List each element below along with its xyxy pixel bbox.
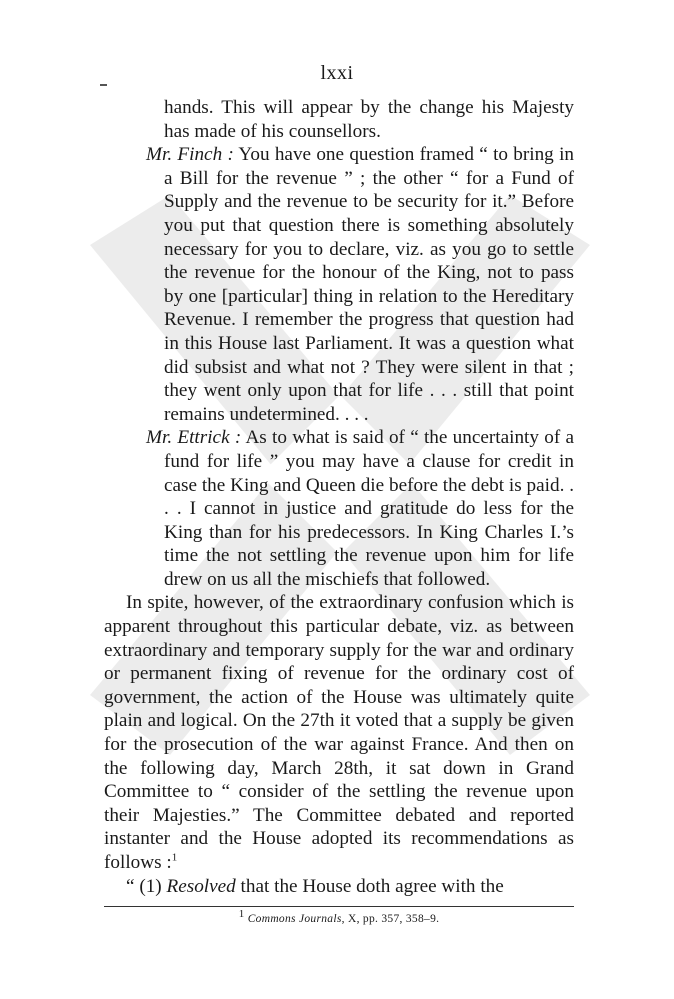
narrative-paragraph [104, 591, 574, 874]
footnote-source: Commons Journals [247, 913, 342, 925]
footnote [104, 908, 574, 925]
footnote-divider [104, 906, 574, 907]
resolution-text: that the House doth agree with the [240, 875, 504, 897]
speaker-name: Mr. Ettrick : [146, 427, 242, 449]
resolution-number: “ (1) [126, 875, 162, 897]
page-number: lxxi [320, 62, 354, 84]
speech-ettrick [104, 426, 574, 591]
narrative-text: In spite, however, of the extraordinary confusion which is apparent throughout this particular debate, viz. as between extraordinary and temporary supply for the war and ordinary or permanent fixing of revenue for the ordinary cost of government, the action of the House was ultimately quite plain and logical. On the 27th it voted that a supply be given for the prosecution of the war against France. And then on the following day, March 28th, it sat down in Grand Committee to “ consider of the settling the revenue upon their Majesties.” The Committee debated and reported instanter and the House adopted its recommendations as follows : [104, 592, 574, 873]
resolved-word: Resolved [166, 875, 236, 897]
speaker-name: Mr. Finch : [146, 144, 234, 166]
speech-text: You have one question framed “ to bring in a Bill for the revenue ” ; the other “ for a Fund of Supply and the revenue to be security for it.” Before you put that question there is something absolutely necessary for you to declare, viz. as you go to settle the revenue for the honour of the King, not to pass by one [particular] thing in relation to the Hereditary Revenue. I remember the progress that question had in this House last Parliament. It was a question what did subsist and what not ? They were silent in that ; they went only upon that for life . . . still that point remains undetermined. . . . [164, 144, 574, 425]
main-text [104, 96, 574, 898]
speech-text: As to what is said of “ the uncertainty of a fund for life ” you may have a clause for credit in case the King and Queen die before the debt is paid. . . . I cannot in justice and gratitude do less for the King than for his predecessors. In King Charles I.’s time the not settling the revenue upon him for life drew on us all the mischiefs that followed. [164, 427, 574, 590]
continuation-paragraph: hands. This will appear by the change his Majesty has made of his counsellors. [164, 97, 574, 142]
footnote-reference[interactable]: 1 [171, 851, 178, 864]
speech-finch [104, 143, 574, 426]
footnote-citation: , X, pp. 357, 358–9. [341, 913, 440, 925]
footnote-marker: 1 [238, 908, 245, 921]
resolution-paragraph [104, 875, 574, 899]
